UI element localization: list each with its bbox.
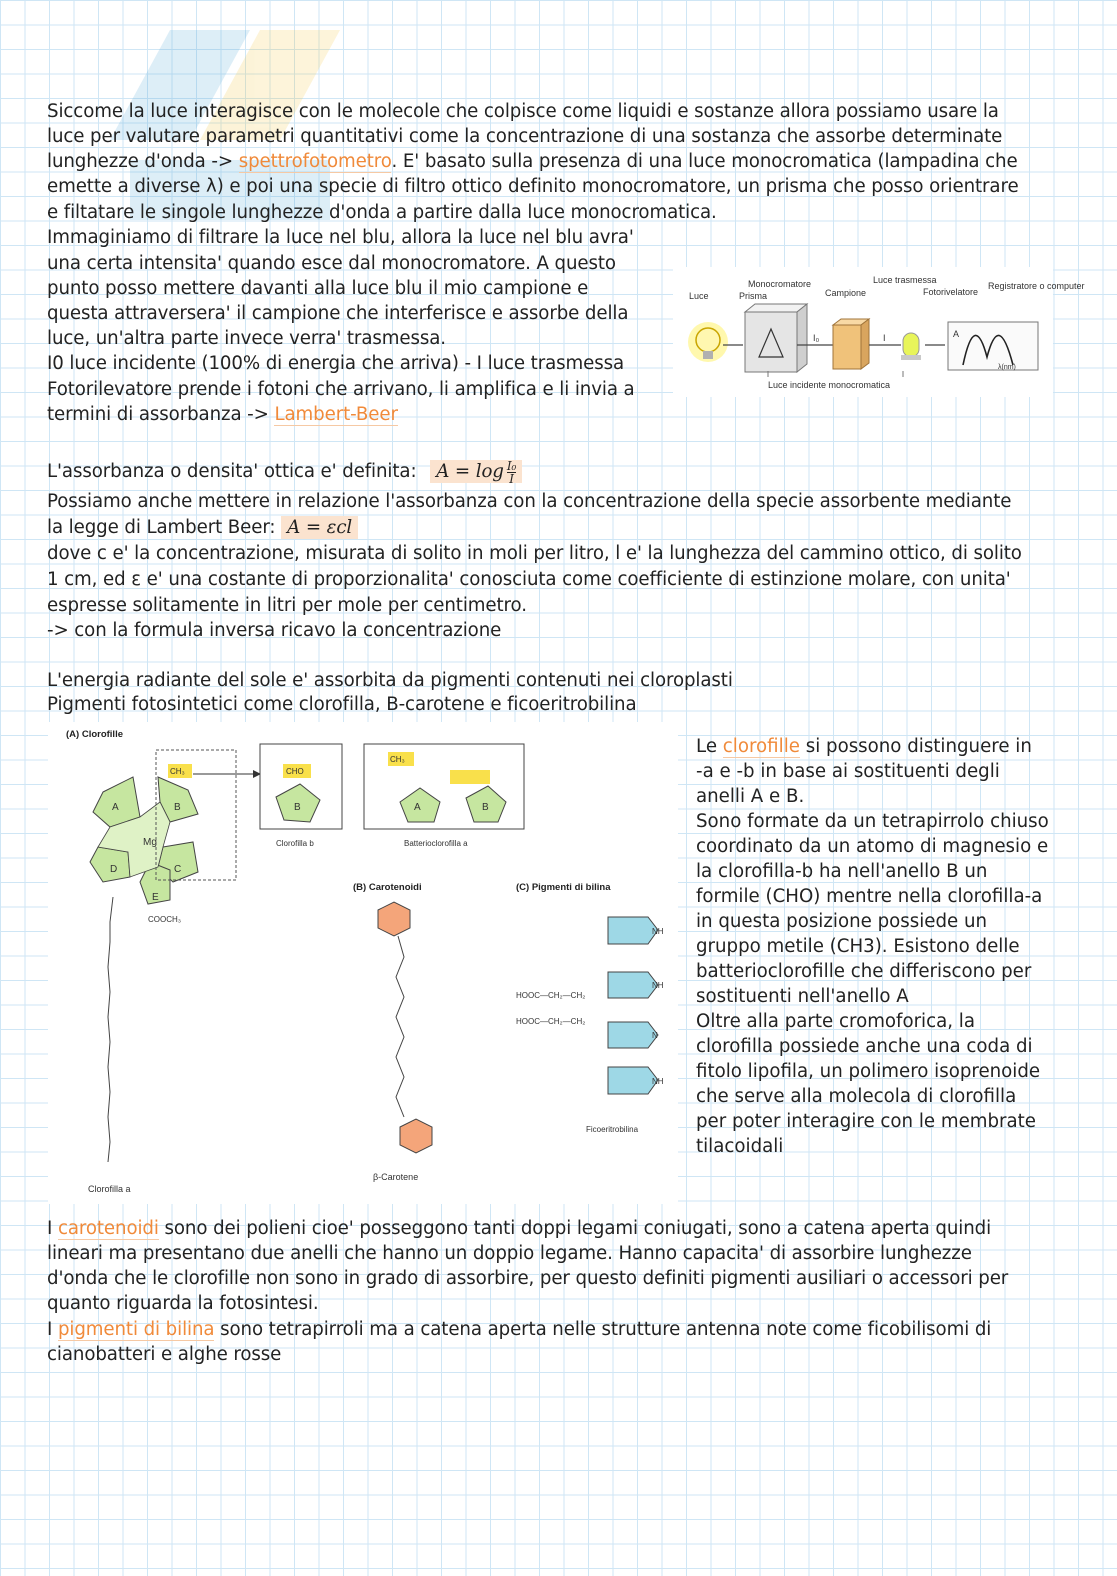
diagram-registratore: Registratore o computer [988,281,1085,291]
diagram-luce-incidente: Luce incidente monocromatica [768,380,891,390]
hooc-label-2: HOOC—CH₂—CH₂ [516,1017,586,1026]
nh-label-2: NH [652,981,664,990]
recorder-screen [948,322,1038,370]
nh-label-3: NH [652,1077,664,1086]
chl-line-2: -a e -b in base ai sostituenti degli [696,761,1000,782]
diagram-prisma: Prisma [739,291,768,301]
chl-line-8: in questa posizione possiede un [696,911,988,932]
chl-line-1-post: si possono distinguere in [799,736,1032,757]
batterio-caption: Batterioclorofilla a [404,839,468,848]
formula-numerator: I₀ [506,458,517,473]
diagram-lambda: λ(nm) [998,364,1016,371]
diagram-fotorivelatore: Fotorivelatore [923,287,979,297]
ch3-label: CH₃ [170,767,185,776]
chl-line-15: che serve alla molecola di clorofilla [696,1086,1017,1107]
pigments-line-2: Pigmenti fotosintetici come clorofilla, B-carotene e ficoeritrobilina [47,694,637,715]
intro-line-10: luce, un'altra parte invece verra' trasmessa. [47,328,446,349]
diagram-a: A [953,329,960,339]
pigmenti-bilina-link: pigmenti di bilina [57,1319,215,1340]
fig-c-title: (C) Pigmenti di bilina [516,882,611,893]
carot-line-3: d'onda che le clorofille non sono in grado di assorbire, per questo definiti pigmenti ausiliari o accessori per [47,1268,1009,1289]
clorofilla-b-caption: Clorofilla b [276,839,314,848]
beta-carotene-caption: β-Carotene [373,1172,419,1182]
formula-absorbance [430,458,522,486]
absorbance-line-2: Possiamo anche mettere in relazione l'assorbanza con la concentrazione della specie assorbente mediante [47,491,1012,512]
nh-label-1: NH [652,927,664,936]
chl-line-17: tilacoidali [696,1136,784,1157]
ring-d-label: D [110,864,118,875]
chl-line-14: fitolo lipofila, un polimero isoprenoide [696,1061,1041,1082]
diagram-campione: Campione [825,288,867,298]
hooc-label-1: HOOC—CH₂—CH₂ [516,991,586,1000]
n-label: N [652,1031,658,1040]
absorbance-line-5: 1 cm, ed ε e' una costante di proporzionalita' conosciuta come coefficiente di estinzione molare, con unita' [47,569,1011,590]
chl-line-6: la clorofilla-b ha nell'anello B un [696,861,988,882]
carot-line-2: lineari ma presentano due anelli che hanno un doppio legame. Hanno capacita' di assorbire lunghezze [47,1243,972,1264]
formula-lhs: A = log [436,461,504,482]
intro-line-3-post: . E' basato sulla presenza di una luce monocromatica (lampadina che [391,151,1018,172]
intro-line-6: Immaginiamo di filtrare la luce nel blu, allora la luce nel blu avra' [47,227,634,248]
pigments-figure [48,722,678,1204]
chl-line-13: clorofilla possiede anche una coda di [696,1036,1033,1057]
cho-label: CHO [286,767,304,776]
ring-c-label: C [174,864,182,875]
ring-a-label-2: A [414,802,421,813]
intro-line-8: punto posso mettere davanti alla luce blu il mio campione e [47,278,589,299]
clorofilla-a-caption: Clorofilla a [88,1184,131,1194]
mg-label: Mg [143,837,157,848]
chl-line-3: anelli A e B. [696,786,805,807]
carot-line-1-post: sono dei polieni cioe' posseggono tanti doppi legami coniugati, sono a catena aperta quindi [158,1218,992,1239]
clorofille-link: clorofille [722,736,800,757]
intro-line-1: Siccome la luce interagisce con le molecole che colpisce come liquidi e sostanze allora possiamo usare la [47,101,999,122]
ring-b-label: B [174,802,181,813]
fig-a-title: (A) Clorofille [66,729,123,740]
intro-line-11: I0 luce incidente (100% di energia che arriva) - I luce trasmessa [47,353,624,374]
ch3-label-2: CH₃ [390,755,405,764]
absorbance-line-3 [47,515,358,540]
carotenoidi-link: carotenoidi [57,1218,159,1239]
carot-line-5 [47,1317,991,1342]
lambert-beer-link: Lambert-Beer [274,404,398,425]
absorbance-line-6: espresse solitamente in litri per mole per centimetro. [47,595,527,616]
chl-line-1 [696,734,1032,759]
chl-line-4: Sono formate da un tetrapirrolo chiuso [696,811,1049,832]
carot-line-5-post: sono tetrapirroli ma a catena aperta nelle strutture antenna note come ficobilisomi di [214,1319,992,1340]
intro-line-13-pre: termini di assorbanza -> [47,404,275,425]
cooch3-label: COOCH₃ [148,915,182,924]
intro-line-3-pre: lunghezze d'onda -> [47,151,239,172]
intro-line-13 [47,402,398,427]
diagram-luce: Luce [689,291,709,301]
bilin-ring-4 [608,1067,658,1094]
carotene-ring-top [378,902,410,936]
diagram-monocromatore: Monocromatore [748,279,812,289]
absorbance-line-1 [47,459,522,485]
pigments-line-1: L'energia radiante del sole e' assorbita da pigmenti contenuti nei cloroplasti [47,670,733,691]
formula-denominator: I [509,471,514,486]
absorbance-definition: L'assorbanza o densita' ottica e' definita: [47,461,417,482]
bulb-icon [696,328,720,352]
diagram-luce-trasmessa: Luce trasmessa [873,275,937,285]
intro-line-5: e filtatare le singole lunghezze d'onda a partire dalla luce monocromatica. [47,202,717,223]
chl-line-10: batterioclorofille che differiscono per [696,961,1032,982]
chl-line-12: Oltre alla parte cromoforica, la [696,1011,976,1032]
carot-line-1-pre: I [47,1218,58,1239]
intro-line-12: Fotorilevatore prende i fotoni che arrivano, li amplifica e li invia a [47,379,635,400]
carot-line-5-pre: I [47,1319,58,1340]
intro-line-3 [47,149,1018,174]
absorbance-line-7: -> con la formula inversa ricavo la concentrazione [47,620,502,641]
chl-line-1-pre: Le [696,736,723,757]
chl-line-5: coordinato da un atomo di magnesio e [696,836,1049,857]
sample-cuvette [833,325,861,369]
formula-lambert-beer: A = εcl [281,516,358,539]
ring-e-label: E [152,892,159,903]
bilin-ring-2 [608,972,658,998]
chl-line-16: per poter interagire con le membrate [696,1111,1036,1132]
intro-line-9: questa attraversera' il campione che interferisce e assorbe della [47,303,629,324]
chl-line-9: gruppo metile (CH3). Esistono delle [696,936,1020,957]
formula-fraction [507,460,516,485]
ring-b-label-2: B [294,802,301,813]
monochromator-box [745,312,797,372]
fig-b-title: (B) Carotenoidi [353,882,422,893]
ring-b-label-3: B [482,802,489,813]
lambert-beer-law-text: la legge di Lambert Beer: [47,517,276,538]
ring-a-label: A [112,802,119,813]
diagram-i: I [883,333,886,343]
carot-line-4: quanto riguarda la fotosintesi. [47,1293,319,1314]
carotene-ring-bottom [400,1119,432,1153]
bulb-base [703,351,713,359]
ficoeritrobilina-caption: Ficoeritrobilina [586,1125,639,1134]
intro-line-2: luce per valutare parametri quantitativi come la concentrazione di una sostanza che assorbe determinate [47,126,1003,147]
chl-line-7: formile (CHO) mentre nella clorofilla-a [696,886,1043,907]
diagram-i0: I₀ [813,333,820,343]
carot-line-6: cianobatteri e alghe rosse [47,1344,282,1365]
bilin-ring-1 [608,917,658,944]
absorbance-line-4: dove c e' la concentrazione, misurata di solito in moli per litro, l e' la lunghezza del cammino ottico, di solito [47,543,1022,564]
spectrophotometer-diagram [673,267,1085,397]
chl-line-11: sostituenti nell'anello A [696,986,909,1007]
spettrofotometro-link: spettrofotometro [238,151,392,172]
detector-icon [903,333,919,357]
carot-line-1 [47,1216,991,1241]
intro-line-4: emette a diverse λ) e poi una specie di filtro ottico definito monocromatore, un prisma che posso orientrare [47,176,1019,197]
bilin-ring-3 [608,1022,658,1048]
intro-line-7: una certa intensita' quando esce dal monocromatore. A questo [47,253,616,274]
